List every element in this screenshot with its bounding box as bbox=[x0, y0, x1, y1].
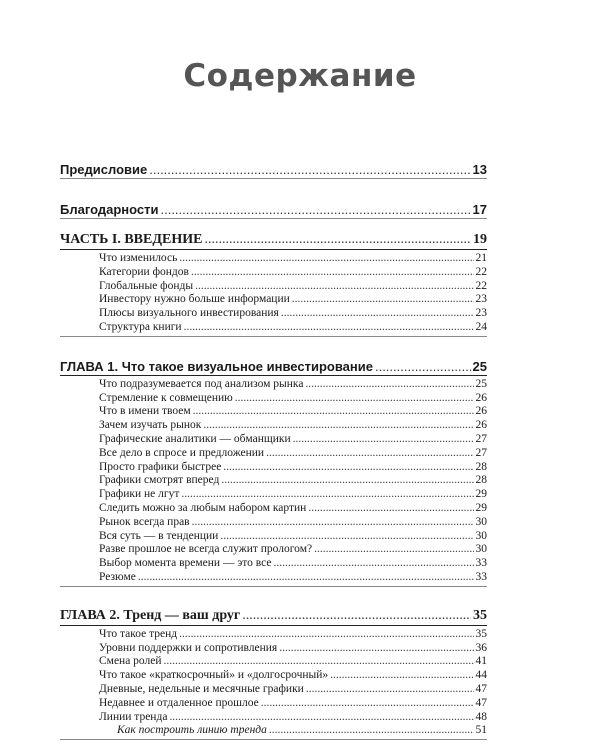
entry-label: Следить можно за любым набором картин bbox=[99, 501, 307, 514]
dot-leader bbox=[164, 655, 474, 669]
dot-leader bbox=[221, 474, 473, 488]
dot-leader bbox=[179, 252, 473, 266]
divider bbox=[60, 336, 487, 337]
divider bbox=[60, 739, 487, 740]
toc-item[interactable] bbox=[60, 461, 487, 475]
toc-entry-acknowledgements[interactable] bbox=[60, 193, 487, 217]
entry-label: Уровни поддержки и сопротивления bbox=[99, 641, 278, 654]
entry-page: 35 bbox=[475, 627, 487, 640]
entry-page: 30 bbox=[475, 543, 487, 556]
dot-leader bbox=[281, 307, 474, 321]
entry-label: Инвестору нужно больше информации bbox=[99, 293, 290, 306]
entry-label: Что такое «краткосрочный» и «долгосрочный» bbox=[99, 669, 329, 682]
entry-label: Зачем изучать рынок bbox=[99, 419, 202, 432]
toc-chapter-2[interactable] bbox=[60, 603, 487, 624]
entry-label: Резюме bbox=[99, 570, 136, 583]
entry-page: 47 bbox=[475, 696, 487, 709]
toc-chapter-1[interactable] bbox=[60, 353, 487, 374]
entry-page: 26 bbox=[475, 419, 487, 432]
dot-leader bbox=[223, 461, 473, 475]
dot-leader bbox=[305, 378, 473, 392]
entry-page: 44 bbox=[475, 669, 487, 682]
entry-label: Предисловие bbox=[60, 162, 148, 177]
entry-page: 19 bbox=[473, 232, 487, 247]
entry-page: 28 bbox=[475, 474, 487, 487]
entry-label: Категории фондов bbox=[99, 265, 189, 278]
entry-label: Графики смотрят вперед bbox=[99, 474, 220, 487]
dot-leader bbox=[184, 321, 474, 335]
toc-subitem[interactable] bbox=[60, 724, 487, 738]
toc-item[interactable] bbox=[60, 557, 487, 571]
dot-leader bbox=[235, 392, 474, 406]
entry-page: 41 bbox=[475, 655, 487, 668]
dot-leader bbox=[266, 447, 473, 461]
entry-page: 21 bbox=[475, 252, 487, 264]
entry-label: Структура книги bbox=[99, 320, 182, 333]
toc-item[interactable] bbox=[60, 516, 487, 530]
dot-leader bbox=[330, 669, 473, 683]
dot-leader bbox=[181, 488, 473, 502]
entry-label: Графики не лгут bbox=[99, 488, 180, 501]
dot-leader bbox=[273, 557, 473, 571]
entry-label: Как построить линию тренда bbox=[117, 724, 267, 737]
entry-page: 28 bbox=[475, 460, 487, 473]
toc-item[interactable] bbox=[60, 628, 487, 642]
toc-item[interactable] bbox=[60, 683, 487, 697]
toc-item[interactable] bbox=[60, 488, 487, 502]
dot-leader bbox=[292, 293, 474, 307]
toc-item[interactable] bbox=[60, 655, 487, 669]
entry-label: Что такое тренд bbox=[99, 627, 178, 640]
entry-page: 27 bbox=[475, 446, 487, 459]
dot-leader bbox=[314, 543, 473, 557]
entry-label: Разве прошлое не всегда служит прологом? bbox=[99, 543, 313, 556]
dot-leader bbox=[160, 202, 470, 217]
entry-page: 23 bbox=[475, 293, 487, 306]
toc-part-1[interactable] bbox=[60, 227, 487, 248]
table-of-contents bbox=[60, 153, 487, 740]
entry-page: 33 bbox=[475, 557, 487, 570]
entry-label: Вся суть — в тенденции bbox=[99, 529, 219, 542]
entry-page: 33 bbox=[475, 570, 487, 583]
dot-leader bbox=[308, 502, 473, 516]
entry-page: 25 bbox=[475, 377, 487, 390]
entry-label: Рынок всегда прав bbox=[99, 515, 190, 528]
dot-leader bbox=[204, 232, 471, 248]
dot-leader bbox=[203, 419, 473, 433]
dot-leader bbox=[169, 711, 473, 725]
toc-item[interactable] bbox=[60, 447, 487, 461]
entry-label: Дневные, недельные и месячные графики bbox=[99, 682, 304, 695]
dot-leader bbox=[269, 724, 474, 738]
toc-item[interactable] bbox=[60, 307, 487, 321]
dot-leader bbox=[192, 516, 474, 530]
dot-leader bbox=[179, 628, 473, 642]
toc-item[interactable] bbox=[60, 419, 487, 433]
dot-leader bbox=[191, 266, 474, 280]
entry-page: 23 bbox=[475, 307, 487, 320]
dot-leader bbox=[149, 162, 470, 177]
toc-item[interactable] bbox=[60, 433, 487, 447]
entry-label: Что в имени твоем bbox=[99, 405, 191, 418]
dot-leader bbox=[261, 697, 474, 711]
entry-label: Линии тренда bbox=[99, 710, 168, 723]
entry-label: ЧАСТЬ I. ВВЕДЕНИЕ bbox=[60, 232, 203, 247]
entry-page: 48 bbox=[475, 710, 487, 723]
toc-item[interactable] bbox=[60, 392, 487, 406]
entry-page: 29 bbox=[475, 501, 487, 514]
toc-item[interactable] bbox=[60, 530, 487, 544]
toc-item[interactable] bbox=[60, 711, 487, 725]
toc-item[interactable] bbox=[60, 669, 487, 683]
toc-item[interactable] bbox=[60, 405, 487, 419]
dot-leader bbox=[242, 608, 471, 624]
toc-item[interactable] bbox=[60, 543, 487, 557]
toc-item[interactable] bbox=[60, 280, 487, 294]
entry-label: Что подразумевается под анализом рынка bbox=[99, 377, 304, 390]
dot-leader bbox=[293, 433, 474, 447]
entry-page: 22 bbox=[475, 279, 487, 292]
entry-label: Недавнее и отдаленное прошлое bbox=[99, 696, 259, 709]
dot-leader bbox=[306, 683, 474, 697]
entry-page: 27 bbox=[475, 432, 487, 445]
page-title: Содержание bbox=[183, 58, 417, 94]
entry-page: 30 bbox=[475, 529, 487, 542]
entry-page: 30 bbox=[475, 515, 487, 528]
dot-leader bbox=[195, 280, 473, 294]
entry-label: Графические аналитики — обманщики bbox=[99, 432, 291, 445]
entry-label: ГЛАВА 1. Что такое визуальное инвестирование bbox=[60, 358, 373, 374]
entry-page: 47 bbox=[475, 682, 487, 695]
toc-item[interactable] bbox=[60, 502, 487, 516]
entry-label: Глобальные фонды bbox=[99, 279, 194, 292]
entry-label: Все дело в спросе и предложении bbox=[99, 446, 265, 459]
dot-leader bbox=[193, 405, 474, 419]
toc-item[interactable] bbox=[60, 642, 487, 656]
toc-entry-preface[interactable] bbox=[60, 153, 487, 177]
dot-leader bbox=[375, 359, 471, 374]
entry-label: Смена ролей bbox=[99, 655, 162, 668]
entry-page: 29 bbox=[475, 488, 487, 501]
toc-item[interactable] bbox=[60, 252, 487, 266]
entry-label: Благодарности bbox=[60, 202, 159, 217]
entry-label: Стремление к совмещению bbox=[99, 391, 233, 404]
entry-page: 35 bbox=[473, 607, 487, 623]
entry-page: 25 bbox=[472, 358, 487, 374]
toc-item[interactable] bbox=[60, 266, 487, 280]
entry-label: Выбор момента времени — это все bbox=[99, 557, 272, 570]
entry-page: 26 bbox=[475, 405, 487, 418]
toc-item[interactable] bbox=[60, 697, 487, 711]
entry-label: Плюсы визуального инвестирования bbox=[99, 307, 279, 320]
entry-page: 24 bbox=[475, 320, 487, 333]
toc-item[interactable] bbox=[60, 293, 487, 307]
entry-page: 17 bbox=[472, 202, 487, 217]
dot-leader bbox=[138, 571, 474, 585]
toc-item[interactable] bbox=[60, 321, 487, 335]
entry-page: 13 bbox=[472, 162, 487, 177]
divider bbox=[60, 586, 487, 587]
entry-page: 26 bbox=[475, 391, 487, 404]
entry-label: ГЛАВА 2. Тренд — ваш друг bbox=[60, 607, 241, 623]
divider bbox=[60, 218, 487, 219]
entry-page: 22 bbox=[475, 265, 487, 278]
dot-leader bbox=[220, 530, 473, 544]
toc-item[interactable] bbox=[60, 378, 487, 392]
toc-item[interactable] bbox=[60, 474, 487, 488]
entry-page: 51 bbox=[475, 724, 487, 737]
entry-page: 36 bbox=[475, 641, 487, 654]
entry-label: Что изменилось bbox=[99, 252, 178, 264]
entry-label: Просто графики быстрее bbox=[99, 460, 222, 473]
dot-leader bbox=[279, 642, 473, 656]
toc-item[interactable] bbox=[60, 571, 487, 585]
